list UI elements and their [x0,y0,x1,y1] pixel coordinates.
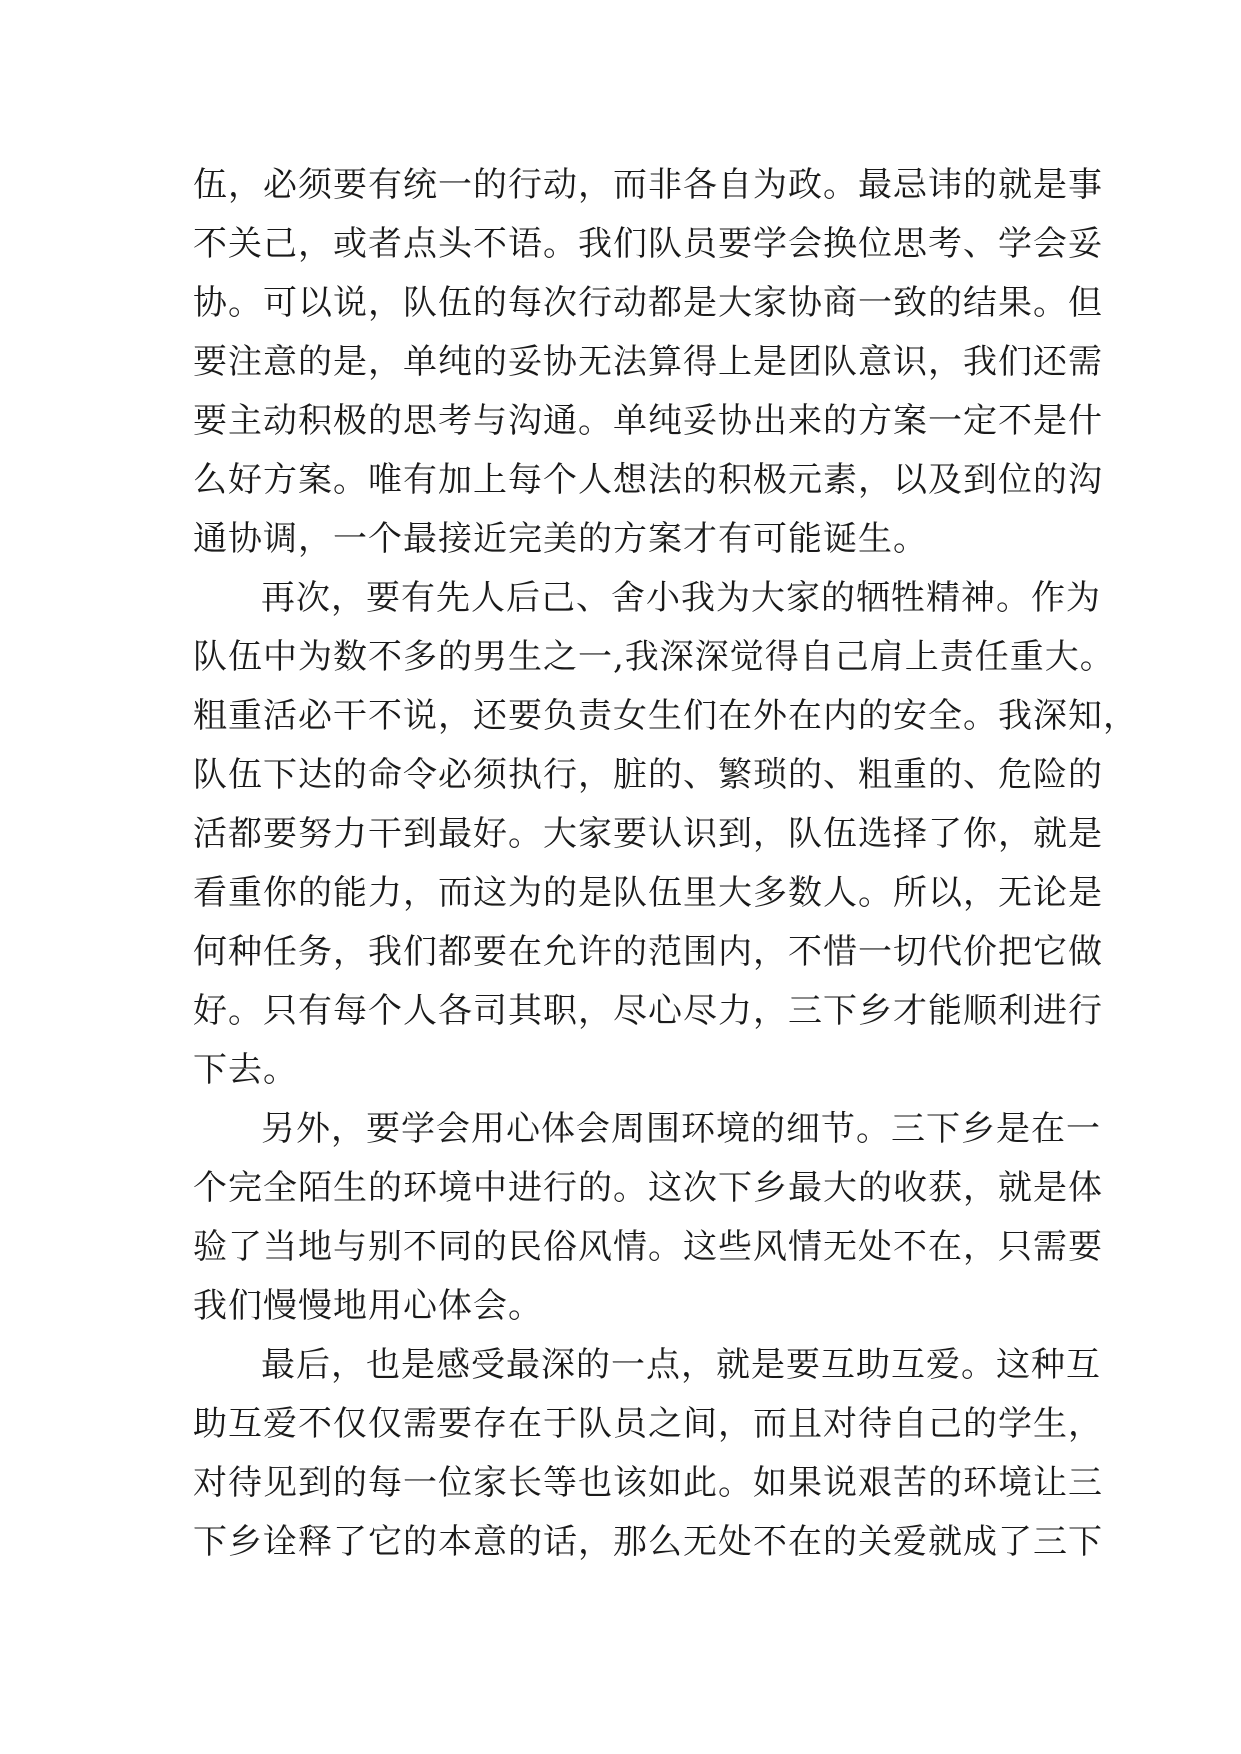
text-line: 另外，要学会用心体会周围环境的细节。三下乡是在一 [261,1109,1101,1149]
text-line: 最后，也是感受最深的一点，就是要互助互爱。这种互 [261,1345,1101,1385]
text-line: 助互爱不仅仅需要存在于队员之间，而且对待自己的学生， [193,1404,1103,1444]
text-line: 个完全陌生的环境中进行的。这次下乡最大的收获，就是体 [193,1168,1103,1208]
text-line: 要主动积极的思考与沟通。单纯妥协出来的方案一定不是什 [193,401,1103,441]
text-line: 活都要努力干到最好。大家要认识到，队伍选择了你，就是 [193,814,1103,854]
text-line: 下去。 [193,1050,298,1090]
text-line: 要注意的是，单纯的妥协无法算得上是团队意识，我们还需 [193,342,1103,382]
text-line: 协。可以说，队伍的每次行动都是大家协商一致的结果。但 [193,283,1103,323]
text-line: 看重你的能力，而这为的是队伍里大多数人。所以，无论是 [193,873,1103,913]
text-line: 好。只有每个人各司其职，尽心尽力，三下乡才能顺利进行 [193,991,1103,1031]
text-line: 再次，要有先人后己、舍小我为大家的牺牲精神。作为 [261,578,1101,618]
text-line: 通协调，一个最接近完美的方案才有可能诞生。 [193,519,928,559]
text-line: 队伍下达的命令必须执行，脏的、繁琐的、粗重的、危险的 [193,755,1103,795]
text-line: 验了当地与别不同的民俗风情。这些风情无处不在，只需要 [193,1227,1103,1267]
body-text [193,156,1138,1572]
text-line: 不关己，或者点头不语。我们队员要学会换位思考、学会妥 [193,224,1103,264]
text-line: 么好方案。唯有加上每个人想法的积极元素，以及到位的沟 [193,460,1103,500]
text-line: 粗重活必干不说，还要负责女生们在外在内的安全。我深知， [193,696,1138,736]
text-line: 对待见到的每一位家长等也该如此。如果说艰苦的环境让三 [193,1463,1103,1503]
text-line: 下乡诠释了它的本意的话，那么无处不在的关爱就成了三下 [193,1522,1103,1562]
text-line: 伍，必须要有统一的行动，而非各自为政。最忌讳的就是事 [193,165,1103,205]
text-line: 队伍中为数不多的男生之一,我深深觉得自己肩上责任重大。 [193,637,1115,677]
text-line: 何种任务，我们都要在允许的范围内，不惜一切代价把它做 [193,932,1103,972]
text-line: 我们慢慢地用心体会。 [193,1286,543,1326]
